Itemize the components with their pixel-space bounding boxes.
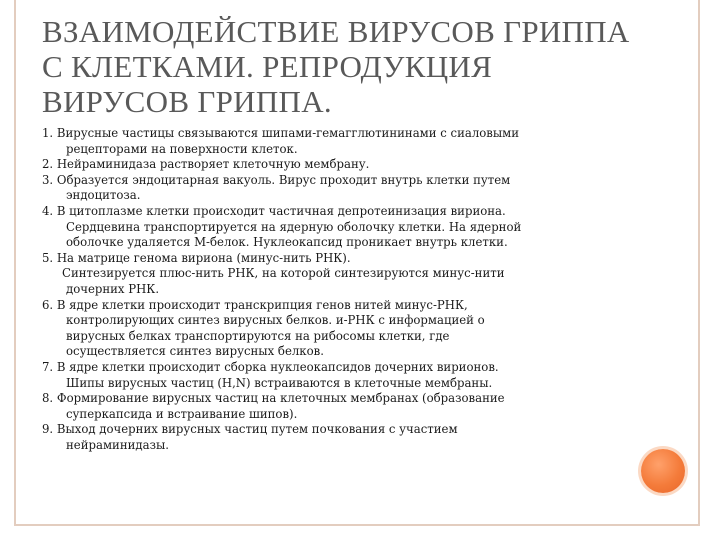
list-item-line: 8. Формирование вирусных частиц на клеточных мембранах (образование	[42, 391, 505, 406]
list-item	[42, 173, 662, 204]
list-item-line: Сердцевина транспортируется на ядерную оболочку клетки. На ядерной	[66, 219, 522, 234]
list-item-line: контролирующих синтез вирусных белков. и-РНК с информацией о	[66, 313, 485, 328]
list-item	[42, 422, 662, 453]
title-line: С КЛЕТКАМИ. РЕПРОДУКЦИЯ	[42, 49, 493, 84]
list-item	[42, 360, 662, 391]
list-item	[42, 251, 662, 298]
list-item-line: 7. В ядре клетки происходит сборка нуклеокапсидов дочерних вирионов.	[42, 359, 499, 374]
list-item-line: 5. На матрице генома вириона (минус-нить РНК).	[42, 250, 351, 265]
title-line: ВЗАИМОДЕЙСТВИЕ ВИРУСОВ ГРИППА	[42, 14, 630, 49]
list-item-line: 9. Выход дочерних вирусных частиц путем почкования с участием	[42, 422, 458, 437]
list-item	[42, 298, 662, 360]
decorative-orange-circle	[641, 449, 685, 493]
list-item-line: осуществляется синтез вирусных белков.	[66, 344, 324, 359]
reproduction-steps-list	[42, 126, 662, 453]
list-item-line: нейраминидазы.	[66, 437, 169, 452]
list-item-line: 2. Нейраминидаза растворяет клеточную мембрану.	[42, 157, 370, 172]
list-item-line: рецепторами на поверхности клеток.	[66, 141, 298, 156]
list-item-line: Шипы вирусных частиц (H,N) встраиваются в клеточные мембраны.	[66, 375, 493, 390]
list-item	[42, 126, 662, 157]
list-item	[42, 391, 662, 422]
list-item	[42, 157, 662, 173]
list-item-line: 6. В ядре клетки происходит транскрипция генов нитей минус-РНК,	[42, 297, 468, 312]
title-line: ВИРУСОВ ГРИППА.	[42, 84, 332, 119]
list-item-line: 3. Образуется эндоцитарная вакуоль. Вирус проходит внутрь клетки путем	[42, 172, 511, 187]
list-item-line: вирусных белках транспортируются на рибосомы клетки, где	[66, 328, 450, 343]
list-item-line: 1. Вирусные частицы связываются шипами-гемагглютининами с сиаловыми	[42, 126, 520, 140]
list-item-line: дочерних РНК.	[66, 281, 160, 296]
list-item-line: суперкапсида и встраивание шипов).	[66, 406, 298, 421]
list-item-line: 4. В цитоплазме клетки происходит частичная депротеинизация вириона.	[42, 203, 506, 218]
list-item-line: оболочке удаляется М-белок. Нуклеокапсид проникает внутрь клетки.	[66, 235, 508, 250]
list-item-line: Синтезируется плюс-нить РНК, на которой синтезируются минус-нити	[62, 266, 505, 281]
list-item-line: эндоцитоза.	[66, 188, 141, 203]
slide-title	[42, 14, 662, 119]
list-item	[42, 204, 662, 251]
